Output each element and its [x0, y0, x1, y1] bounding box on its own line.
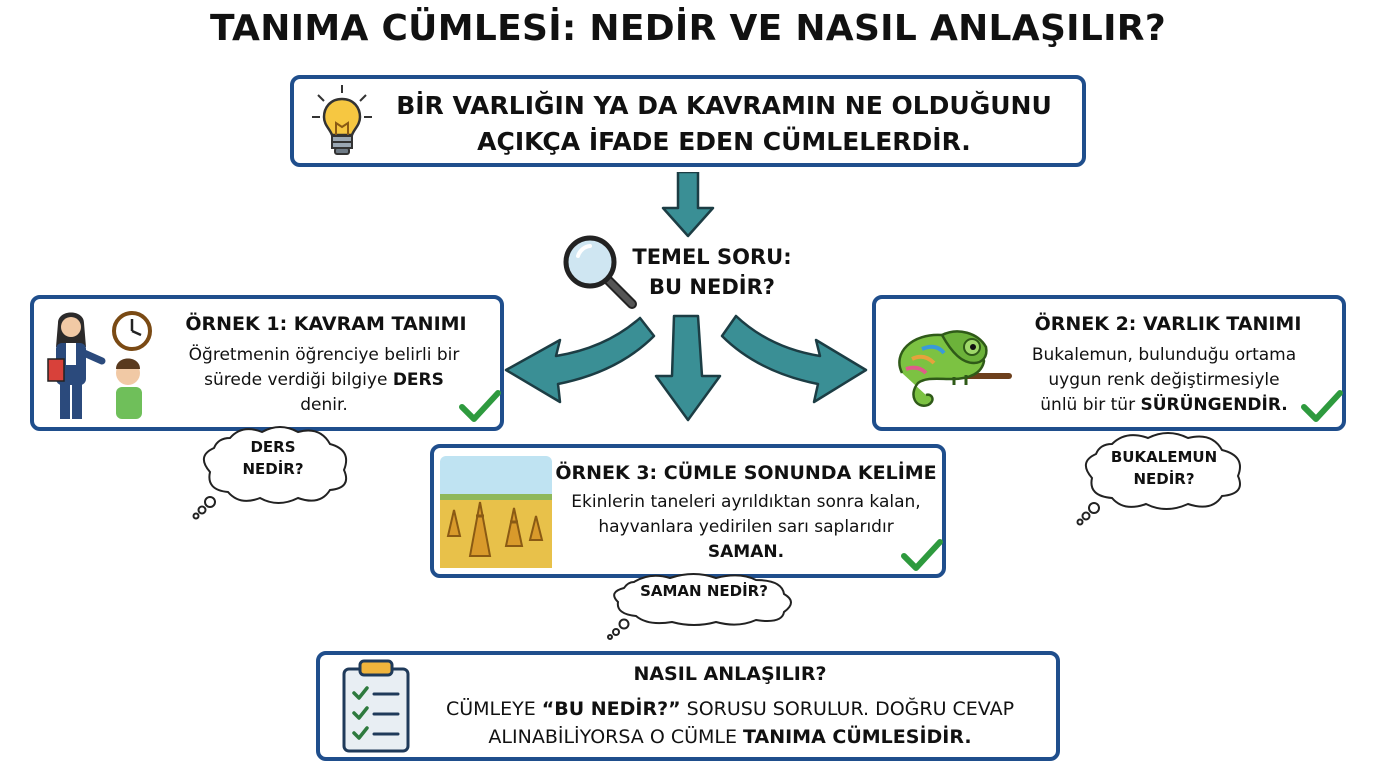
wheat-field-illustration [440, 456, 552, 568]
how-question-quote: “BU NEDİR?” [541, 698, 681, 720]
example-2-text [1004, 343, 1324, 418]
example-3-box [430, 444, 946, 578]
how-title: NASIL ANLAŞILIR? [633, 663, 827, 685]
arrow-left-curve-icon [506, 318, 654, 402]
thought-cloud-1-line-1: DERS [250, 438, 296, 456]
arrow-down-center-icon [656, 316, 720, 420]
example-2-line-3: ünlü bir tür SÜRÜNGENDİR. [1040, 395, 1288, 415]
checklist-clipboard-icon [338, 659, 414, 755]
check-icon [900, 538, 944, 574]
how-conclusion: TANIMA CÜMLESİDİR. [743, 726, 972, 748]
thought-cloud-2-line-2: NEDİR? [1133, 470, 1195, 488]
example-1-title: ÖRNEK 1: KAVRAM TANIMI [185, 313, 467, 335]
example-2-line-2: uygun renk değiştirmesiyle [1048, 370, 1280, 390]
how-line-1: CÜMLEYE “BU NEDİR?” SORUSU SORULUR. DOĞRU CEVAP [445, 698, 1015, 720]
definition-box [290, 75, 1086, 167]
example-3-line-2: hayvanlara yedirilen sarı saplarıdır [598, 517, 894, 537]
basic-question-line-2: BU NEDİR? [649, 275, 775, 299]
thought-cloud-1-line-2: NEDİR? [242, 460, 304, 478]
how-line-2: ALINABİLİYORSA O CÜMLE TANIMA CÜMLESİDİR. [488, 726, 972, 748]
example-3-keyword: SAMAN. [707, 542, 785, 562]
example-1-line-2: sürede verdiği bilgiye DERS [204, 370, 444, 390]
example-3-line-3 [554, 540, 938, 565]
page-title: TANIMA CÜMLESİ: NEDİR VE NASIL ANLAŞILIR? [210, 8, 1166, 49]
example-1-line-3: denir. [300, 395, 348, 415]
example-2-line-1: Bukalemun, bulunduğu ortama [1031, 345, 1297, 365]
how-box [316, 651, 1060, 761]
check-icon [458, 389, 502, 425]
check-icon [1300, 389, 1344, 425]
example-2-keyword: SÜRÜNGENDİR. [1140, 395, 1288, 415]
definition-line-2: AÇIKÇA İFADE EDEN CÜMLELERDİR. [477, 127, 971, 156]
example-2-box [872, 295, 1346, 431]
example-1-keyword: DERS [392, 370, 444, 390]
arrow-down-icon [658, 172, 718, 242]
example-1-text [154, 343, 494, 418]
example-3-title: ÖRNEK 3: CÜMLE SONUNDA KELİME [555, 462, 937, 484]
thought-cloud-3-text: SAMAN NEDİR? [640, 582, 768, 600]
example-1-box [30, 295, 504, 431]
example-3-text [554, 490, 938, 565]
example-3-line-1: Ekinlerin taneleri ayrıldıktan sonra kalan, [571, 492, 921, 512]
example-1-line-1: Öğretmenin öğrenciye belirli bir [188, 345, 460, 365]
thought-cloud-2-line-1: BUKALEMUN [1110, 448, 1218, 466]
basic-question-line-1: TEMEL SORU: [632, 245, 792, 269]
definition-line-1: BİR VARLIĞIN YA DA KAVRAMIN NE OLDUĞUNU [396, 91, 1052, 120]
chameleon-illustration [882, 313, 1012, 423]
arrow-right-curve-icon [722, 316, 866, 402]
example-2-title: ÖRNEK 2: VARLIK TANIMI [1034, 313, 1302, 335]
teacher-student-illustration [40, 303, 170, 425]
